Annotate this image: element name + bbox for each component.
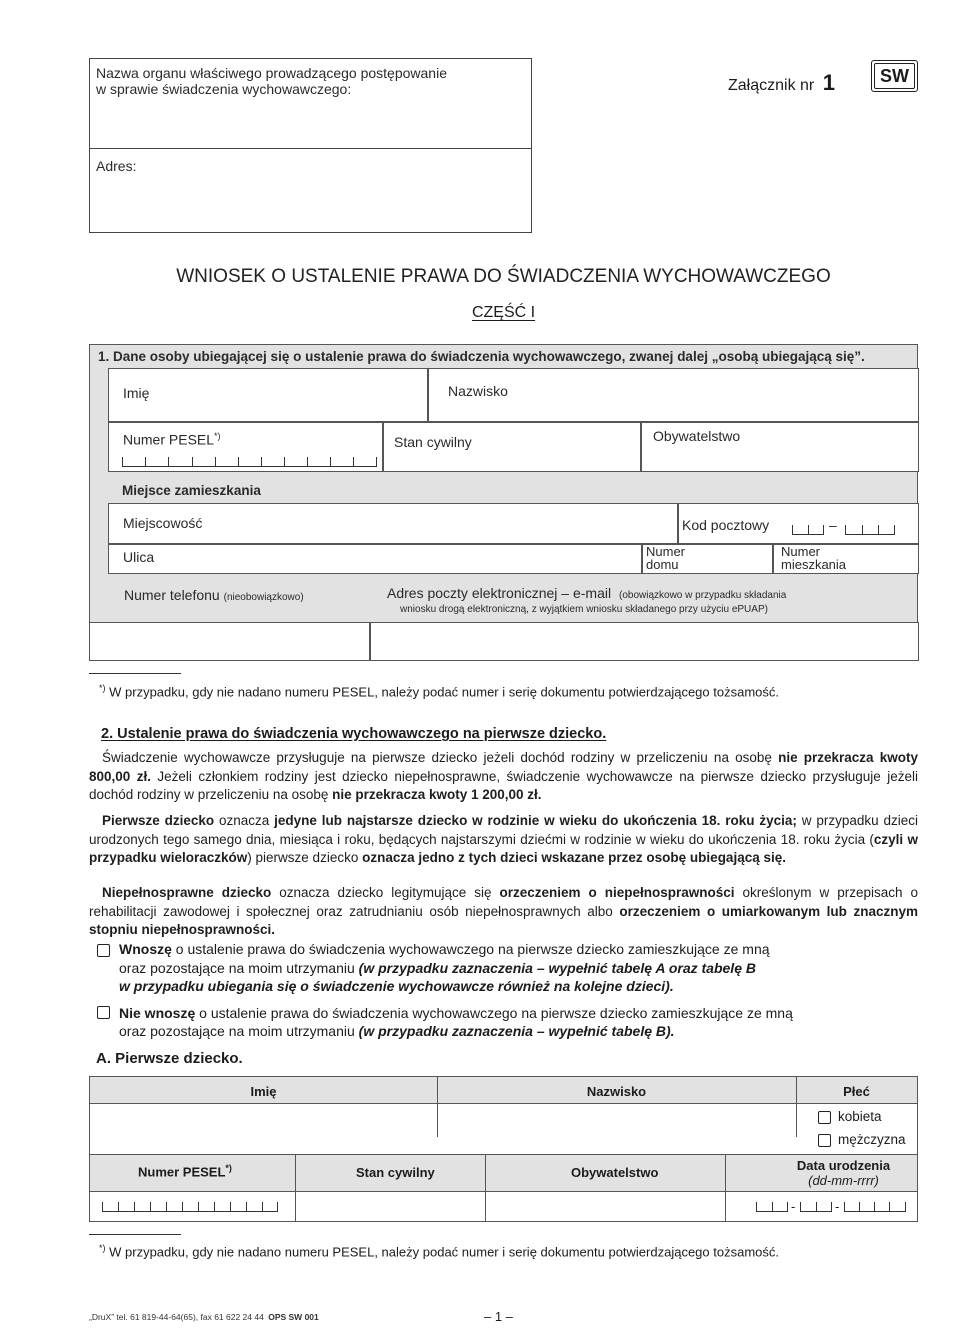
option-not-apply-line1: [119, 1005, 793, 1021]
footnote1: [99, 683, 779, 699]
option1-text-d: (w przypadku zaznaczenia – wypełnić tabelę A oraz tabelę B: [358, 960, 756, 976]
birth-date-sep-1: -: [791, 1199, 796, 1214]
option-apply-line2: [119, 960, 756, 976]
option-not-apply-checkbox[interactable]: [97, 1006, 110, 1019]
table-a-pesel-boxes[interactable]: [102, 1198, 278, 1212]
table-a-last-name-header: Nazwisko: [586, 1084, 647, 1099]
table-a-pesel-mark: *): [225, 1163, 232, 1173]
p3-text-d: określonym w przepisach o rehabilitacji zawodowej i społecznej oraz zatrudnianiu osób niepełnosprawnych albo: [89, 885, 919, 919]
phone-label-text: Numer telefonu: [124, 587, 220, 603]
pesel-field[interactable]: [108, 422, 383, 472]
table-a-first-name-header: Imię: [250, 1084, 277, 1099]
table-a-citizenship-input[interactable]: [486, 1193, 725, 1221]
table-a-pesel-header-text: Numer PESEL: [138, 1164, 226, 1180]
table-a-marital-header: Stan cywilny: [356, 1165, 435, 1180]
table-a-first-name-input[interactable]: [90, 1105, 437, 1137]
p2-text-g: oznacza jedno z tych dzieci wskazane przez osobę ubiegającą się.: [362, 850, 786, 865]
house-number-label-line2: domu: [646, 557, 679, 572]
pesel-digit-boxes[interactable]: [122, 453, 377, 467]
section1-heading: 1. Dane osoby ubiegającej się o ustalenie prawa do świadczenia wychowawczego, zwanej dalej „osobą ubiegającą się”.: [98, 349, 865, 364]
footnote2-text: W przypadku, gdy nie nadano numeru PESEL, należy podać numer i serię dokumentu potwierdzającego tożsamość.: [109, 1244, 779, 1260]
page-number: – 1 –: [484, 1309, 513, 1324]
option-not-apply-line2: [119, 1023, 675, 1039]
p2-text-e: czyli w przypadku wieloraczków: [89, 831, 918, 865]
table-a-divider-2: [796, 1077, 797, 1137]
section2-heading: 2. Ustalenie prawa do świadczenia wychowawczego na pierwsze dziecko.: [101, 726, 607, 742]
citizenship-field[interactable]: [641, 422, 919, 472]
table-a-pesel-header: [138, 1163, 232, 1179]
email-note-line1: (obowiązkowo w przypadku składania: [619, 590, 787, 601]
sex-male-checkbox[interactable]: [818, 1134, 831, 1147]
flat-number-label-line1: Numer: [781, 544, 821, 559]
sex-male-label: mężczyzna: [838, 1132, 906, 1147]
p2-text-d: w przypadku dzieci urodzonych tego samego dnia, miesiąca i roku, będących najstarszymi dziećmi w rodzinie w wieku do ukończenia 18. roku życia (: [89, 813, 918, 847]
last-name-label: Nazwisko: [448, 383, 508, 399]
p3-text-e: orzeczeniem o umiarkowanym lub znacznym stopniu niepełnosprawności.: [89, 903, 918, 937]
option-apply-checkbox[interactable]: [97, 944, 110, 957]
table-a-birth-format-text: (dd-mm-rrrr): [808, 1173, 879, 1188]
organ-address-field[interactable]: [90, 149, 531, 232]
p1-text-a: Świadczenie wychowawcze przysługuje na pierwsze dziecko jeżeli dochód rodziny w przeliczeniu na osobę: [102, 750, 779, 765]
option2-text-b: o ustalenie prawa do świadczenia wychowawczego na pierwsze dziecko zamieszkujące ze mną: [195, 1005, 793, 1021]
p2-text-f: ) pierwsze dziecko: [247, 850, 363, 865]
postal-code-field[interactable]: [678, 503, 919, 544]
sex-female-label: kobieta: [838, 1109, 882, 1124]
city-field[interactable]: [108, 503, 678, 544]
last-name-field[interactable]: [428, 368, 919, 422]
postal-dash: –: [829, 517, 837, 533]
table-a-birth-date-header: Data urodzenia: [796, 1158, 891, 1173]
street-label: Ulica: [123, 549, 155, 565]
house-number-label-line1: Numer: [646, 544, 686, 559]
email-label-text: Adres poczty elektronicznej – e-mail: [387, 585, 612, 601]
footnote1-rule: [89, 673, 181, 674]
organ-name-field[interactable]: [90, 59, 531, 149]
residence-heading: Miejsce zamieszkania: [122, 483, 261, 498]
footnote2: [99, 1243, 779, 1259]
address-label: Adres:: [96, 158, 137, 174]
street-field[interactable]: [108, 544, 642, 574]
email-note-line2: wniosku drogą elektroniczną, z wyjątkiem wniosku składanego przy użyciu ePUAP): [400, 604, 768, 615]
attachment-prefix: Załącznik nr: [728, 77, 815, 94]
option2-text-a: Nie wnoszę: [119, 1005, 196, 1021]
section2-paragraph2: [89, 812, 918, 868]
option1-text-b: o ustalenie prawa do świadczenia wychowawczego na pierwsze dziecko zamieszkujące ze mną: [171, 941, 770, 957]
citizenship-label: Obywatelstwo: [653, 428, 741, 444]
email-label: [387, 585, 786, 601]
flat-number-label-line2: mieszkania: [781, 557, 847, 572]
table-a-last-name-input[interactable]: [438, 1105, 796, 1137]
printer-contact: „DruX” tel. 61 819-44-64(65), fax 61 622 24 44: [89, 1312, 264, 1322]
footnote1-mark: *): [99, 683, 106, 693]
option2-text-d: (w przypadku zaznaczenia – wypełnić tabelę B).: [358, 1023, 675, 1039]
p1-text-c: Jeżeli członkiem rodziny jest dziecko niepełnosprawne, świadczenie wychowawcze na pierwsze dziecko przysługuje jeżeli dochód rodziny w przeliczeniu na osobę: [89, 768, 919, 802]
pesel-label-text: Numer PESEL: [123, 431, 215, 448]
option-apply-line3: [119, 978, 674, 994]
postal-code-part2-boxes[interactable]: [845, 521, 895, 535]
form-title: WNIOSEK O USTALENIE PRAWA DO ŚWIADCZENIA WYCHOWAWCZEGO: [176, 266, 831, 287]
table-a-divider-5: [725, 1154, 726, 1221]
option-apply-line1: [119, 941, 770, 957]
postal-code-part1-boxes[interactable]: [792, 521, 824, 535]
table-a-birth-format: [770, 1173, 917, 1188]
footnote2-mark: *): [99, 1243, 106, 1253]
printer-info: [89, 1312, 319, 1322]
option1-text-c: oraz pozostające na moim utrzymaniu: [119, 960, 359, 976]
first-name-field[interactable]: [108, 368, 428, 422]
option1-text-e: w przypadku ubiegania się o świadczenie wychowawcze również na kolejne dzieci).: [119, 978, 674, 994]
option2-text-c: oraz pozostające na moim utrzymaniu: [119, 1023, 359, 1039]
house-number-field[interactable]: [642, 544, 773, 574]
organ-label-line1: Nazwa organu właściwego prowadzącego postępowanie: [96, 65, 447, 81]
marital-status-field[interactable]: [383, 422, 641, 472]
p2-text-c: jedyne lub najstarsze dziecko w rodzinie w wieku do ukończenia 18. roku życia;: [274, 813, 797, 828]
code-badge-inner: SW: [874, 63, 915, 89]
city-label: Miejscowość: [123, 515, 203, 531]
table-a-sex-header: Płeć: [843, 1084, 870, 1099]
pesel-mark: *): [214, 431, 221, 441]
postal-code-label: Kod pocztowy: [682, 517, 770, 533]
pesel-label: [123, 431, 221, 448]
first-name-label: Imię: [123, 385, 150, 401]
p3-text-c: orzeczeniem o niepełnosprawności: [499, 885, 735, 900]
footnote2-rule: [89, 1234, 181, 1235]
flat-number-field[interactable]: [773, 544, 919, 574]
section1-form: [89, 368, 918, 661]
phone-input[interactable]: [89, 622, 370, 661]
birth-year-boxes[interactable]: [844, 1198, 906, 1212]
birth-date-sep-2: -: [835, 1199, 840, 1214]
section2-paragraph3: [89, 884, 918, 940]
organ-box: [89, 58, 532, 233]
section1-heading-bar: [89, 344, 918, 368]
birth-month-boxes[interactable]: [800, 1198, 832, 1212]
section2-paragraph1: [89, 749, 918, 805]
sex-female-checkbox[interactable]: [818, 1111, 831, 1124]
p2-text-b: oznacza: [214, 813, 275, 828]
form-code: OPS SW 001: [268, 1312, 319, 1322]
part-label: CZĘŚĆ I: [471, 304, 536, 321]
table-a-citizenship-header: Obywatelstwo: [571, 1165, 659, 1180]
p1-text-d: nie przekracza kwoty 1 200,00 zł.: [332, 787, 542, 802]
table-a-marital-input[interactable]: [296, 1193, 485, 1221]
attachment-number: 1: [822, 70, 835, 95]
birth-day-boxes[interactable]: [756, 1198, 788, 1212]
phone-note: (nieobowiązkowo): [223, 592, 304, 603]
option1-text-a: Wnoszę: [119, 941, 172, 957]
organ-label-line2: w sprawie świadczenia wychowawczego:: [96, 81, 352, 97]
footnote1-text: W przypadku, gdy nie nadano numeru PESEL, należy podać numer i serię dokumentu potwierdzającego tożsamość.: [109, 684, 779, 700]
p3-text-a: Niepełnosprawne dziecko: [102, 885, 272, 900]
attachment-label: [728, 70, 835, 96]
table-a-heading: A. Pierwsze dziecko.: [96, 1050, 243, 1067]
p1-text-b: nie przekracza kwoty 800,00 zł.: [89, 750, 918, 784]
p2-text-a: Pierwsze dziecko: [102, 813, 215, 828]
marital-status-label: Stan cywilny: [394, 434, 472, 450]
phone-label: [124, 587, 304, 603]
p3-text-b: oznacza dziecko legitymujące się: [271, 885, 500, 900]
code-badge: [871, 60, 918, 92]
table-a: [89, 1076, 918, 1222]
email-input[interactable]: [370, 622, 919, 661]
